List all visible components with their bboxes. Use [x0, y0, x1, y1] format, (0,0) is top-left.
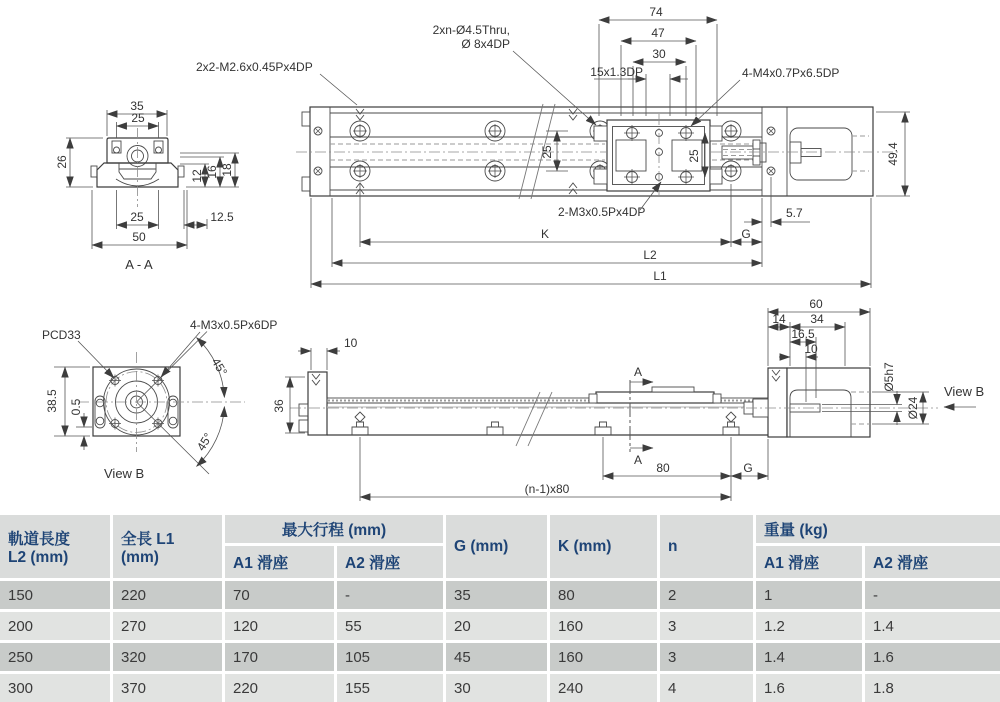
dim-45-bottom-label: 45° — [193, 430, 216, 454]
dim-10-seal-label: 10 — [344, 336, 358, 350]
section-aa-view — [55, 99, 239, 272]
table-row — [0, 643, 1000, 671]
table-cell: 2 — [660, 581, 753, 609]
table-cell: 3 — [660, 612, 753, 640]
dim-25-rail-label: 25 — [540, 145, 554, 159]
table-cell: 250 — [0, 643, 110, 671]
dim-10-shaft-label: 10 — [804, 342, 818, 356]
side-view-outline — [299, 372, 770, 446]
section-aa-dimensions — [55, 99, 239, 272]
header-n: n — [660, 515, 753, 578]
view-b-direction-label: View B — [944, 384, 985, 399]
carriage-top — [594, 120, 722, 191]
table-cell: 120 — [225, 612, 334, 640]
table-cell: 1.2 — [756, 612, 862, 640]
table-cell: 105 — [337, 643, 443, 671]
table-cell: 300 — [0, 674, 110, 702]
section-a-top-label: A — [633, 365, 643, 379]
dim-k-label: K — [540, 227, 550, 241]
table-cell: 220 — [225, 674, 334, 702]
dim-16-label: 16 — [205, 165, 219, 179]
dim-18-label: 18 — [220, 163, 234, 177]
section-aa-outline — [91, 128, 184, 207]
header-stroke-a1: A1 滑座 — [225, 546, 334, 578]
dim-5-7-label: 5.7 — [786, 206, 803, 220]
table-cell: 370 — [113, 674, 222, 702]
dim-25-carriage-label: 25 — [687, 149, 701, 163]
slot-callout: 15x1.3DP — [590, 65, 643, 79]
table-cell: 70 — [225, 581, 334, 609]
pcd-callout: PCD33 — [42, 328, 81, 342]
plan-view — [196, 5, 910, 288]
header-k: K (mm) — [550, 515, 657, 578]
dim-g-side-label: G — [743, 461, 753, 475]
dim-d5h7-label: Ø5h7 — [882, 362, 896, 392]
dim-l1-label: L1 — [653, 269, 667, 283]
flange-dimensions — [42, 318, 277, 481]
table-cell: 30 — [446, 674, 547, 702]
thread-callout-center: 2-M3x0.5Px4DP — [558, 205, 646, 219]
dim-26-label: 26 — [55, 155, 69, 169]
table-cell: 35 — [446, 581, 547, 609]
dim-g-label: G — [741, 227, 751, 241]
section-aa-title: A - A — [125, 257, 153, 272]
dim-l2-label: L2 — [643, 248, 657, 262]
header-weight-a2: A2 滑座 — [865, 546, 1000, 578]
header-track-length-line1: 軌道長度 — [8, 530, 71, 548]
dim-74-label: 74 — [649, 5, 663, 19]
dimension-table — [0, 512, 1000, 702]
table-cell: 160 — [550, 612, 657, 640]
dim-35-label: 35 — [130, 99, 144, 113]
dim-14-label: 14 — [772, 312, 786, 326]
table-cell: 160 — [550, 643, 657, 671]
table-cell: 200 — [0, 612, 110, 640]
table-row — [0, 581, 1000, 609]
thread-callout-endcap: 2x2-M2.6x0.45Px4DP — [196, 60, 313, 74]
dim-12-label: 12 — [190, 169, 204, 183]
dim-38-5-label: 38.5 — [45, 389, 59, 413]
plan-view-dimensions — [196, 5, 910, 288]
dim-45-top-label: 45° — [208, 355, 231, 379]
table-row — [0, 674, 1000, 702]
dim-12-5-label: 12.5 — [210, 210, 234, 224]
dim-d24-label: Ø24 — [906, 396, 920, 420]
table-cell: 4 — [660, 674, 753, 702]
header-g: G (mm) — [446, 515, 547, 578]
side-view — [272, 297, 984, 501]
header-track-length-line2: L2 (mm) — [8, 548, 69, 566]
flange-outline — [78, 332, 245, 475]
dim-25-bottom-label: 25 — [130, 210, 144, 224]
table-cell: - — [865, 581, 1000, 609]
dim-30-label: 30 — [652, 47, 666, 61]
table-cell: 1 — [756, 581, 862, 609]
view-b-title: View B — [104, 466, 145, 481]
ballscrew-and-motor — [722, 107, 869, 196]
header-total-length — [113, 515, 222, 578]
thru-hole-callout-line1: 2xn-Ø4.5Thru, — [432, 23, 510, 37]
table-cell: 240 — [550, 674, 657, 702]
table-cell: 1.8 — [865, 674, 1000, 702]
table-cell: 1.4 — [756, 643, 862, 671]
section-a-bottom-label: A — [633, 453, 643, 467]
table-row — [0, 612, 1000, 640]
header-total-length-line1: 全長 L1 — [121, 530, 175, 548]
dim-80-label: 80 — [656, 461, 670, 475]
table-cell: 170 — [225, 643, 334, 671]
flange-view-b — [42, 318, 277, 481]
header-track-length — [0, 515, 110, 578]
dim-0-5-label: 0.5 — [69, 398, 83, 416]
table-cell: 80 — [550, 581, 657, 609]
table-cell: 1.4 — [865, 612, 1000, 640]
table-cell: 270 — [113, 612, 222, 640]
dim-50-label: 50 — [132, 230, 146, 244]
table-cell: 45 — [446, 643, 547, 671]
dim-47-label: 47 — [651, 26, 665, 40]
dim-36-label: 36 — [272, 399, 286, 413]
table-cell: 1.6 — [865, 643, 1000, 671]
dim-34-label: 34 — [810, 312, 824, 326]
dim-60-label: 60 — [809, 297, 823, 311]
thread-callout-flange: 4-M3x0.5Px6DP — [190, 318, 278, 332]
motor-side — [744, 368, 870, 437]
table-cell: 20 — [446, 612, 547, 640]
dim-n80-label: (n-1)x80 — [524, 482, 570, 496]
dim-16-5-label: 16.5 — [791, 327, 815, 341]
table-cell: 220 — [113, 581, 222, 609]
carriage-side — [589, 387, 721, 403]
table-cell: 150 — [0, 581, 110, 609]
dim-25-top-label: 25 — [131, 111, 145, 125]
thru-hole-callout-line2: Ø 8x4DP — [461, 37, 510, 51]
table-cell: 320 — [113, 643, 222, 671]
table-cell: 3 — [660, 643, 753, 671]
dim-49-4-label: 49.4 — [886, 142, 900, 166]
thread-callout-carriage: 4-M4x0.7Px6.5DP — [742, 66, 840, 80]
table-cell: 155 — [337, 674, 443, 702]
header-stroke-a2: A2 滑座 — [337, 546, 443, 578]
header-max-stroke: 最大行程 (mm) — [225, 515, 443, 543]
table-cell: - — [337, 581, 443, 609]
header-weight: 重量 (kg) — [756, 515, 1000, 543]
table-cell: 55 — [337, 612, 443, 640]
table-cell: 1.6 — [756, 674, 862, 702]
header-weight-a1: A1 滑座 — [756, 546, 862, 578]
header-total-length-line2: (mm) — [121, 548, 159, 566]
